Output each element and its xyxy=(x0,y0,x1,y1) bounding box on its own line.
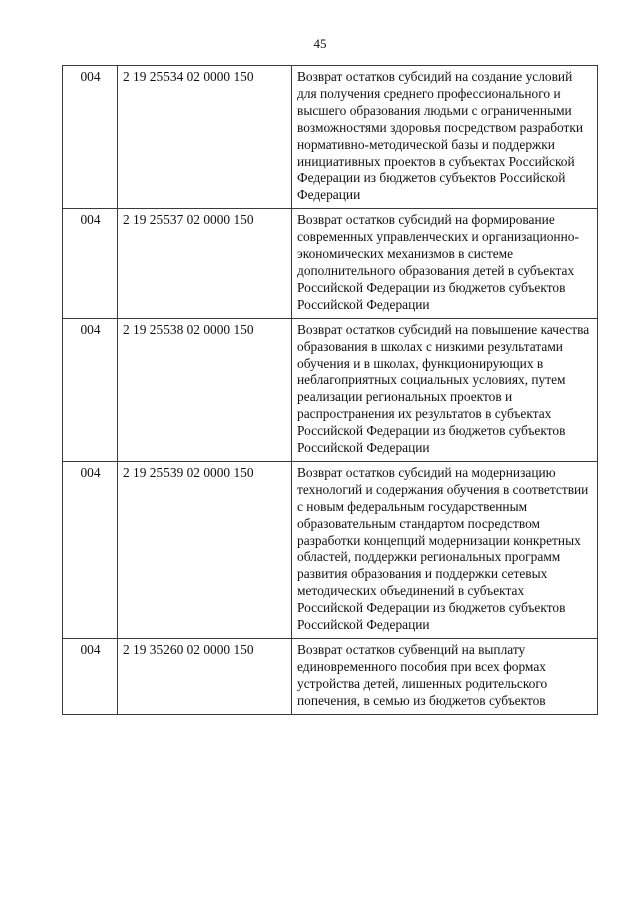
table-row xyxy=(63,209,598,318)
table-row xyxy=(63,461,598,638)
budget-code-cell: 2 19 25538 02 0000 150 xyxy=(118,318,292,461)
page-number: 45 xyxy=(313,36,327,51)
admin-code-cell: 004 xyxy=(63,461,118,638)
budget-code-cell: 2 19 25534 02 0000 150 xyxy=(118,66,292,209)
description-cell: Возврат остатков субвенций на выплату единовременного пособия при всех формах устройства детей, лишенных родительского попечения, в семью из бюджетов субъектов xyxy=(292,639,598,715)
budget-code-cell: 2 19 25539 02 0000 150 xyxy=(118,461,292,638)
admin-code-cell: 004 xyxy=(63,209,118,318)
table-row xyxy=(63,318,598,461)
description-cell: Возврат остатков субсидий на формирование современных управленческих и организационно-экономических механизмов в системе дополнительного образования детей в субъектах Российской Федерации из бюджетов субъектов Российской Федерации xyxy=(292,209,598,318)
budget-code-cell: 2 19 35260 02 0000 150 xyxy=(118,639,292,715)
description-cell: Возврат остатков субсидий на создание условий для получения среднего профессионального и высшего образования людьми с ограниченными возможностями здоровья посредством разработки нормативно-методической базы и поддержки инициативных проектов в субъектах Российской Федерации из бюджетов субъектов Российской Федерации xyxy=(292,66,598,209)
admin-code-cell: 004 xyxy=(63,318,118,461)
table-row xyxy=(63,66,598,209)
budget-code-cell: 2 19 25537 02 0000 150 xyxy=(118,209,292,318)
admin-code-cell: 004 xyxy=(63,639,118,715)
description-cell: Возврат остатков субсидий на повышение качества образования в школах с низкими результатами обучения и в школах, функционирующих в неблагоприятных социальных условиях, путем реализации региональных проектов и распространения их результатов в субъектах Российской Федерации из бюджетов субъектов Российской Федерации xyxy=(292,318,598,461)
description-cell: Возврат остатков субсидий на модернизацию технологий и содержания обучения в соответствии с новым федеральным государственным образовательным стандартом посредством разработки концепций модернизации конкретных областей, поддержки региональных программ развития образования и поддержки сетевых методических объединений в субъектах Российской Федерации из бюджетов субъектов Российской Федерации xyxy=(292,461,598,638)
admin-code-cell: 004 xyxy=(63,66,118,209)
table-row xyxy=(63,639,598,715)
budget-classification-table xyxy=(62,65,598,715)
